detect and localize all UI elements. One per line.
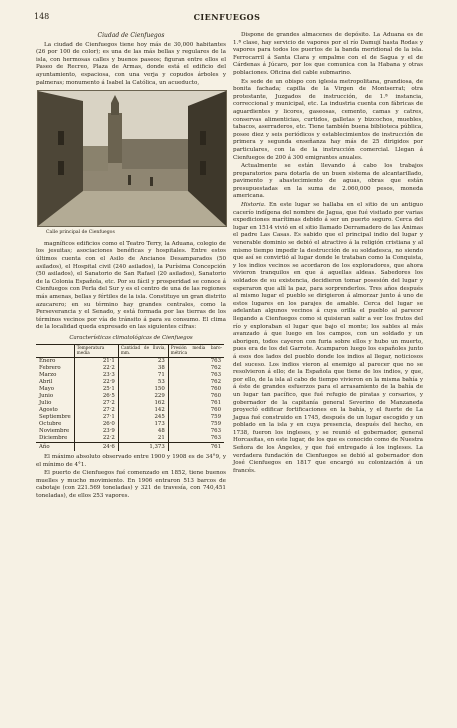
- value-cell: 762: [168, 379, 224, 386]
- table-row: [36, 421, 224, 428]
- value-cell: 245: [118, 414, 168, 421]
- value-cell: 763: [168, 435, 224, 443]
- paragraph: Actualmente se están llevando á cabo los trabajos preparatorios para dotarla de un buen sistema de alcantarillado, pavimento y abastecimiento de aguas, obras que están presupuestadas en la suma de 2.060,000 pesos, moneda americana.: [233, 163, 423, 200]
- month-cell: Octubre: [39, 421, 62, 428]
- month-cell: Abril: [39, 379, 53, 386]
- street-photo: [37, 90, 227, 227]
- value-cell: 22·2: [74, 365, 118, 372]
- value-cell: 27·1: [74, 414, 118, 421]
- paragraph: La ciudad de Cienfuegos tiene hoy más de 30,000 habitantes (26 por 100 de color); es una de las más bellas y regulares de la isla, con hermosas calles y buenos paseos; figuran entre ellos el Paseo de Recreo, Plaza de Armas, donde está el edificio del ayuntamiento, espaciosa, con una verja y copudos árboles y palmeras; monumento á Isabel la Católica, un acueducto,: [36, 41, 226, 86]
- month-cell: Noviembre: [39, 428, 70, 435]
- table-row: [36, 414, 224, 421]
- table-row: [36, 386, 224, 393]
- value-cell: 761: [168, 400, 224, 407]
- table-row: [36, 435, 224, 443]
- value-cell: 173: [118, 421, 168, 428]
- value-cell: 22·2: [74, 435, 118, 443]
- value-cell: 21: [118, 435, 168, 443]
- value-cell: 21·1: [74, 358, 118, 366]
- value-cell: 26·5: [74, 393, 118, 400]
- value-cell: 23: [118, 358, 168, 366]
- running-title: CIENFUEGOS: [193, 12, 261, 22]
- history-paragraph: [233, 202, 423, 475]
- month-cell: Enero: [39, 358, 56, 365]
- table-row: [36, 379, 224, 386]
- table-row: [36, 372, 224, 379]
- value-cell: 142: [118, 407, 168, 414]
- table-header: Temperatura media: [74, 345, 118, 358]
- left-column: [36, 32, 226, 502]
- value-cell: 23·9: [74, 428, 118, 435]
- value-cell: 27·2: [74, 407, 118, 414]
- value-cell: 760: [168, 386, 224, 393]
- value-cell: 759: [168, 421, 224, 428]
- history-text: En este lugar se hallaba en el sitio de un antiguo cacerío indígena del nombre de Jagua, que fué visitado por varias expediciones marítimas debido á ser un puerto seguro. Cerca del lugar en 1514 vivió en el sitio llamado Derramadero de las Ánimas el padre Las Casas. Es sabido que el principal indio del lugar y venerable dominio se debió el atractivo á la religión cristiana y al mismo tiempo impedir la destrucción de su soldadesca, no siendo que así se convirtió al lugar donde le trataban como la Conquista, y los indios vecinos se acordaron de los exploradores, que ahora vivieron tranquilos en que á aquellas aldeas. Sabedores los soldados de su existencia, decidieron tomar posesión del lugar y esperaron que allí la paz, para sorprenderlos. Tres años después al mismo lugar el pueblo se dirigieron á almorzar junto á uno de estos lugares en los parajes de amable. Cerca del lugar se adelantan algunos vecinos á cuya orilla el pueblo al parecer llegando a Cienfuegos como si quisieran salir a ver los frutos del río y exploraban el lugar que bajo el monte; los sables al más avanzado á que luego en los campos, con un soldado y un aborigen, todos cayeron con furia sobre ellos y hubo un muerto, pues era de los del Garrote. Acamparon luego los españoles junto á esos dos lados del pueblo donde los indios al llegar, noticiosos del suceso. Los indios vieron al enemigo al parecer que no se resolvieron á ello; de la Española que tiene de los indios, y que, por ello, de la isla al cabo de tiempo vivieron en la misma bahía y á éste de grandes esfuerzos para el arrasamiento de la bahía de un lugar tan pacífico, que fué refugio de piratas y corsarios, y gobernador de la capitanía general Severino de Manzaneda proyectó edificar fortificaciones en la bahía, y el fuerte de La Jagua fué construido en 1745, después de un lugar escogido y un poblado en la isla y en cuya presencia, después del hecho, en 1738, fueron los ingleses, y se reunió el gobernador, general Horcasitas, en este lugar, de los que es conocido como de Nuestra Señora de los Ángeles, y que fué entregado á los ingleses. La verdadera fundación de Cienfuegos se debió al gobernador don José Cienfuegos en 1817 que encargó su colonización á un francés.: [233, 202, 423, 474]
- table-header-row: [36, 345, 224, 358]
- paragraph: Dispone de grandes almacenes de depósito. La Aduana es de 1.ª clase, hay servicio de vapores por el río Damují hasta Rodas y vapores para todos los puertos de la banda meridional de la isla. Ferrocarril á Santa Clara y empalme con el de Sagua y el de Cárdenas á Júcaro, por los que comunica con la Habana y otras poblaciones. Oficina del cable submarino.: [233, 32, 423, 76]
- value-cell: 760: [168, 407, 224, 414]
- table-title: Características climatológicas de Cienfuegos: [69, 334, 193, 341]
- value-cell: 23·3: [74, 372, 118, 379]
- total-value-cell: 1,373: [118, 443, 168, 452]
- table-row: [36, 407, 224, 414]
- value-cell: 763: [168, 372, 224, 379]
- history-label: Historia.: [241, 202, 266, 209]
- value-cell: 25·1: [74, 386, 118, 393]
- table-row: [36, 393, 224, 400]
- table-row: [36, 428, 224, 435]
- climate-table: [36, 344, 224, 451]
- total-value-cell: 761: [168, 443, 224, 452]
- table-header: Cantidad de lluvia, mm.: [118, 345, 168, 358]
- value-cell: 38: [118, 365, 168, 372]
- value-cell: 27·2: [74, 400, 118, 407]
- paragraph: El puerto de Cienfuegos fué comenzado en 1852, tiene buenos muelles y mucho movimiento. En 1906 entraron 513 barcos de cabotaje (con 221.569 toneladas) y 321 de travesía, con 740,451 toneladas), de ellos 253 vapores.: [36, 470, 226, 500]
- street-photo-image: [38, 91, 226, 226]
- value-cell: 71: [118, 372, 168, 379]
- page-header: [34, 12, 420, 22]
- table-total-row: [36, 443, 224, 452]
- table-row: [36, 365, 224, 372]
- table-body: [36, 358, 224, 452]
- value-cell: 763: [168, 428, 224, 435]
- value-cell: 229: [118, 393, 168, 400]
- paragraph: El máximo absoluto observado entre 1900 y 1908 es de 34°9, y el mínimo de 4°1.: [36, 454, 226, 468]
- photo-caption: Calle principal de Cienfuegos: [46, 230, 115, 236]
- month-cell: Junio: [39, 393, 54, 400]
- month-cell: Marzo: [39, 372, 57, 379]
- month-cell: Diciembre: [39, 435, 68, 442]
- total-label-cell: Año: [36, 443, 74, 452]
- table-row: [36, 358, 224, 366]
- value-cell: 762: [168, 365, 224, 372]
- table-row: [36, 400, 224, 407]
- value-cell: 760: [168, 393, 224, 400]
- paragraph: Es sede de un obispo con iglesia metropolitana, grandiosa, de bonita fachada; capilla de la Virgen de Montserrat; otra protestante, Juzgados de instrucción, de 1.ª instancia, correccional y municipal, etc. La industria cuenta con fábricas de aguardientes y licores, gaseosas, cemento, camas y catres, conservas alimenticias, curtidos, galletas y bizcochos, muebles, tabacos, aserraderos, etc. Tiene también buena biblioteca pública, posee diez y seis periódicos y establecimientos de instrucción de primera y segunda enseñanza hay más de 25 dirigidos por particulares, con la de la instrucción comercial. Llegan á Cienfuegos de 200 á 300 emigrantes anuales.: [233, 78, 423, 161]
- value-cell: 150: [118, 386, 168, 393]
- table-header: Presión media baro-métrica: [168, 345, 224, 358]
- right-column: [233, 32, 423, 476]
- value-cell: 53: [118, 379, 168, 386]
- total-value-cell: 24·6: [74, 443, 118, 452]
- paragraph: magníficos edificios como el Teatro Terry, la Aduana, colegio de los jesuitas; asociaciones benéficas y hospitales. Entre estos últimos cuenta con el Asilo de Ancianos Desamparados (50 asilados), el Hospital civil (240 asilados), la Purísima Concepción (50 asilados), el Sanatorio de San Rafael (20 asilados), Sanatorio de la Colonia Española, etc. Por su fácil y prosperidad se conoce á Cienfuegos con Perla del Sur y es el centro de una de las regiones más amenas, bellas y fértiles de la isla. Constituye un gran distrito azucarero; en su término hay grandes centrales, como la Perseverancia y el Senado, y está formada por las tierras de los términos vecinos por vía de tránsito á para su consumo. El clima de la localidad queda expresado en las siguientes cifras:: [36, 240, 226, 331]
- page-number: 148: [34, 12, 50, 21]
- table-header: [36, 345, 74, 358]
- value-cell: 48: [118, 428, 168, 435]
- month-cell: Agosto: [39, 407, 58, 414]
- section-title: Ciudad de Cienfuegos: [97, 32, 165, 39]
- value-cell: 759: [168, 414, 224, 421]
- value-cell: 22·9: [74, 379, 118, 386]
- month-cell: Julio: [39, 400, 52, 407]
- month-cell: Septiembre: [39, 414, 71, 421]
- month-cell: Mayo: [39, 386, 55, 393]
- value-cell: 26·0: [74, 421, 118, 428]
- month-cell: Febrero: [39, 365, 61, 372]
- value-cell: 162: [118, 400, 168, 407]
- value-cell: 763: [168, 358, 224, 366]
